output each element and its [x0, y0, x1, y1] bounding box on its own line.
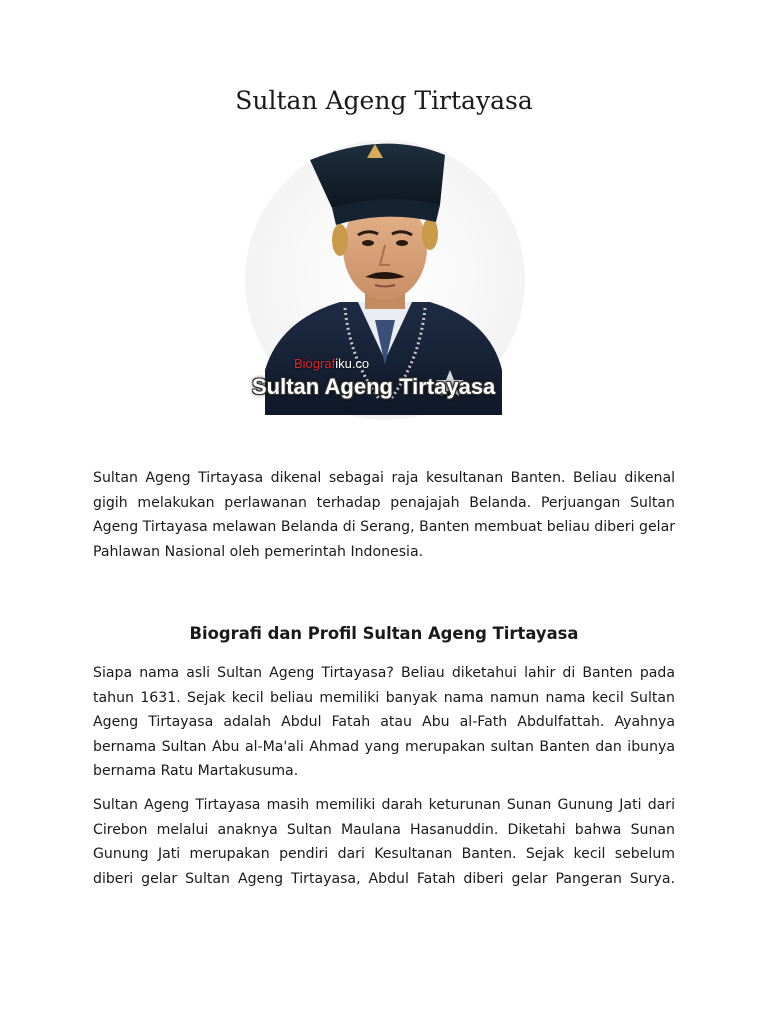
- image-watermark: Biografiku.co: [294, 356, 370, 371]
- section-heading: Biografi dan Profil Sultan Ageng Tirtayasa: [189, 624, 579, 643]
- page-title: Sultan Ageng Tirtayasa: [235, 86, 533, 115]
- body-paragraph-2: Sultan Ageng Tirtayasa masih memiliki darah keturunan Sunan Gunung Jati dari Cirebon melalui anaknya Sultan Maulana Hasanuddin. Diketahi bahwa Sunan Gunung Jati merupakan pendiri dari Kesultanan Banten. Sejak kecil sebelum diberi gelar Sultan Ageng Tirtayasa, Abdul Fatah diberi gelar Pangeran Surya.: [93, 797, 675, 887]
- intro-paragraph: Sultan Ageng Tirtayasa dikenal sebagai raja kesultanan Banten. Beliau dikenal gigih melakukan perlawanan terhadap penajajah Belanda. Perjuangan Sultan Ageng Tirtayasa melawan Belanda di Serang, Banten membuat beliau diberi gelar Pahlawan Nasional oleh pemerintah Indonesia.: [93, 470, 675, 560]
- image-caption: Sultan Ageng Tirtayasa: [252, 374, 496, 399]
- body-paragraph-1: Siapa nama asli Sultan Ageng Tirtayasa? Beliau diketahui lahir di Banten pada tahun 1631. Sejak kecil beliau memiliki banyak nama namun nama kecil Sultan Ageng Tirtayasa adalah Abdul Fatah atau Abu al-Fath Abdulfattah. Ayahnya bernama Sultan Abu al-Ma'ali Ahmad yang merupakan sultan Banten dan ibunya bernama Ratu Martakusuma.: [93, 665, 675, 779]
